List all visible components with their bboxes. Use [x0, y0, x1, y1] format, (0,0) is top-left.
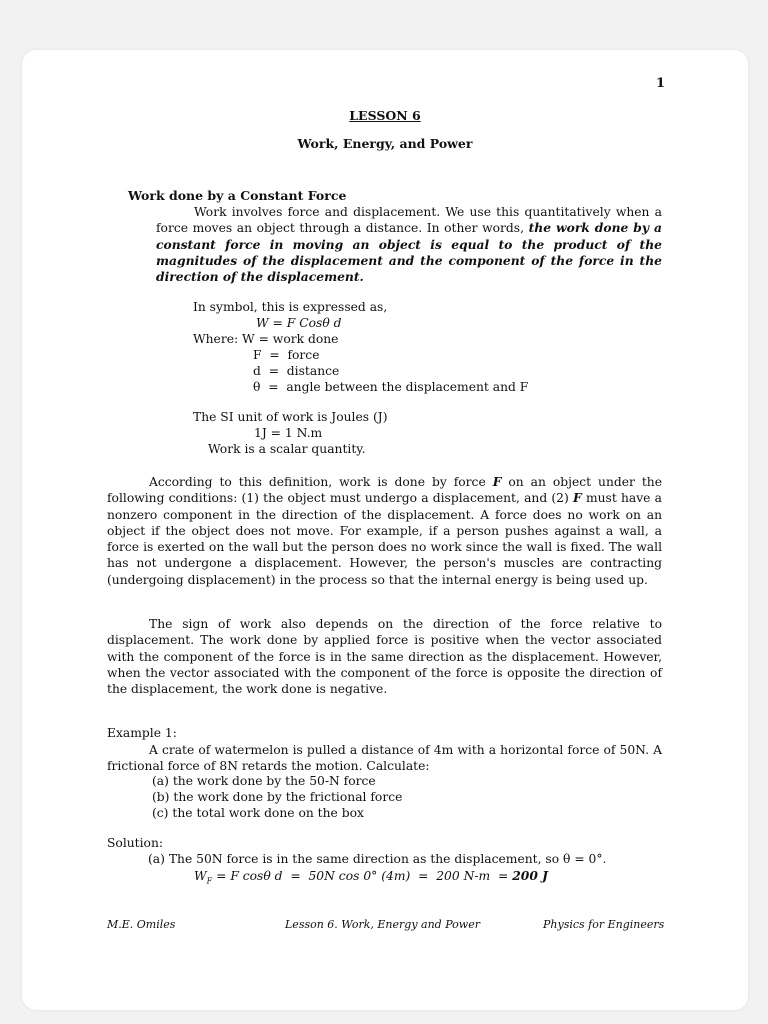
formula-body: = F cosθ d = 50N cos 0° (4m) = 200 N-m =	[212, 869, 513, 883]
si-unit-line: The SI unit of work is Joules (J)	[193, 410, 388, 424]
page-number: 1	[656, 76, 666, 91]
conditions-text-a: According to this definition, work is done by force	[149, 475, 486, 489]
example-part-b: (b) the work done by the frictional force	[152, 790, 403, 804]
section-heading: Work done by a Constant Force	[128, 188, 347, 203]
solution-formula	[194, 868, 548, 885]
conditions-paragraph	[107, 474, 662, 588]
def-distance: d = distance	[253, 364, 340, 378]
formula-subscript: F	[206, 876, 213, 886]
example-problem: A crate of watermelon is pulled a distance of 4m with a horizontal force of 50N. A frictional force of 8N retards the motion. Calculate:	[107, 743, 662, 774]
def-force: F = force	[253, 348, 320, 362]
lesson-label: LESSON 6	[349, 108, 421, 123]
symbol-intro: In symbol, this is expressed as,	[193, 300, 388, 314]
intro-paragraph	[156, 204, 662, 285]
conditions-text-b: on an object under the following conditions: (1) the object must undergo a displacement, and (2)	[107, 475, 662, 506]
joule-definition: 1J = 1 N.m	[254, 426, 323, 440]
formula-result: 200 J	[512, 868, 548, 883]
solution-label: Solution:	[107, 836, 164, 850]
lesson-title: Work, Energy, and Power	[297, 136, 473, 151]
example-label: Example 1:	[107, 726, 177, 740]
work-formula: W = F Cosθ d	[256, 316, 342, 330]
where-line: Where: W = work done	[193, 332, 339, 346]
intro-emphasis-text: the work done by a constant force in moving an object is equal to the product of the magnitudes of the displacement and the component of the force in the direction of the displacement.	[156, 220, 662, 285]
sign-of-work-paragraph: The sign of work also depends on the direction of the force relative to displacement. The work done by applied force is positive when the vector associated with the component of the force is in the same direction as the displacement. However, when the vector associated with the component of the force is opposite the direction of the displacement, the work done is negative.	[107, 617, 662, 697]
document-page	[22, 50, 748, 1010]
def-angle: θ = angle between the displacement and F	[253, 380, 529, 394]
example-part-c: (c) the total work done on the box	[152, 806, 364, 820]
force-symbol: F	[573, 490, 582, 506]
solution-part-a: (a) The 50N force is in the same direction as the displacement, so θ = 0°.	[148, 852, 607, 866]
force-symbol: F	[492, 474, 502, 489]
conditions-text-c: must have a nonzero component in the direction of the displacement. A force does no work on an object if the object does not move. For example, if a person pushes against a wall, a force is exerted on the wall but the person does no work since the wall is fixed. The wall has not undergone a displacement. However, the person's muscles are contracting (undergoing displacement) in the process so that the internal energy is being used up.	[107, 491, 662, 587]
scalar-note: Work is a scalar quantity.	[208, 442, 366, 456]
footer-author: M.E. Omiles	[107, 918, 176, 931]
footer-lesson: Lesson 6. Work, Energy and Power	[285, 918, 480, 931]
footer-course: Physics for Engineers	[543, 918, 665, 931]
formula-lhs: W	[194, 869, 207, 883]
intro-plain-text: Work involves force and displacement. We use this quantitatively when a force moves an object through a distance. In other words,	[156, 205, 662, 236]
example-part-a: (a) the work done by the 50-N force	[152, 774, 376, 788]
